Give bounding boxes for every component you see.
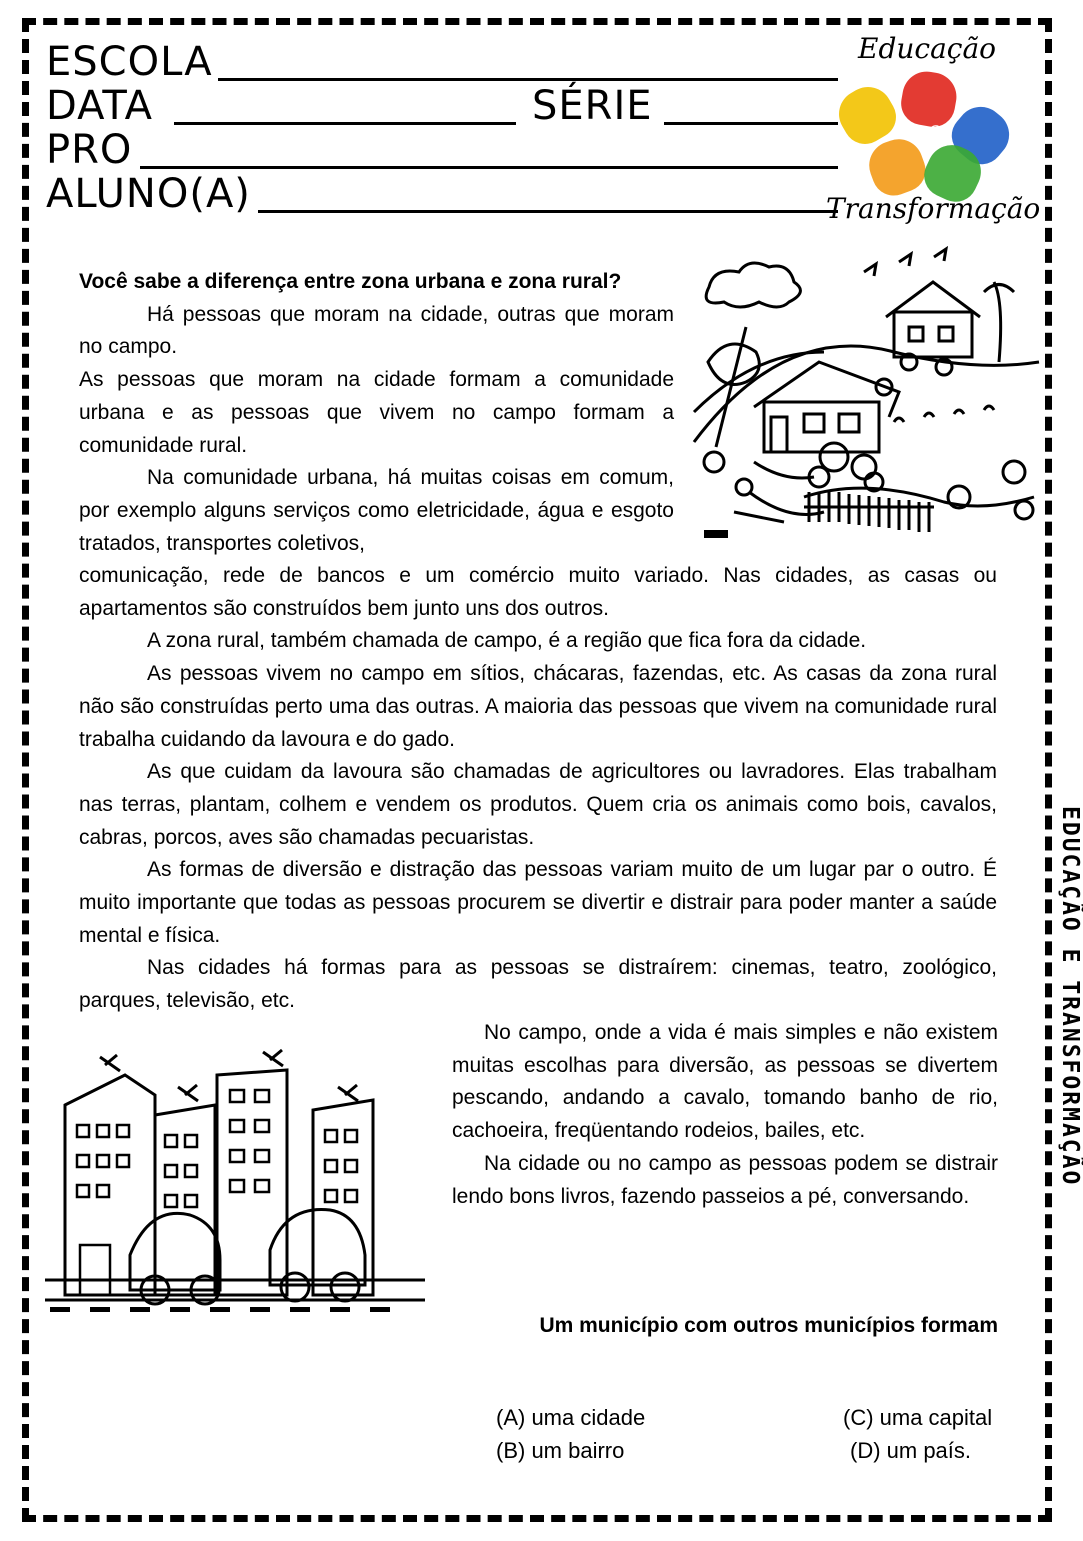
student-row xyxy=(46,172,846,216)
paragraph: No campo, onde a vida é mais simples e não existem muitas escolhas para diversão, as pessoas se divertem pescando, andando a cavalo, tomando banho de rio, cachoeira, freqüentando rodeios, bailes, etc. xyxy=(452,1021,998,1143)
school-row xyxy=(46,40,846,84)
logo-text-middle: e xyxy=(928,118,942,143)
paragraph: As formas de diversão e distração das pessoas variam muito de um lugar par o outro. É muito importante que todas as pessoas procurem se divertir e distrair para poder manter a saúde mental e física. xyxy=(79,858,997,947)
side-brand-text: EDUCAÇÃO E TRANSFORMAÇÃO xyxy=(1057,806,1083,1187)
option-b[interactable]: (B) um bairro xyxy=(496,1438,625,1463)
logo-text-top: Educação xyxy=(858,32,997,65)
logo xyxy=(820,28,1045,228)
date-line[interactable] xyxy=(174,122,516,125)
paragraph: Há pessoas que moram na cidade, outras que moram no campo. xyxy=(79,302,674,359)
countryside-text-block xyxy=(452,1017,998,1213)
paragraph: Na comunidade urbana, há muitas coisas em comum, por exemplo alguns serviços como eletricidade, água e esgoto tratados, transportes coletivos, xyxy=(79,466,674,555)
date-label: DATA xyxy=(46,83,154,129)
paragraph: Na cidade ou no campo as pessoas podem se distrair lendo bons livros, fazendo passeios a pé, conversando. xyxy=(452,1151,998,1208)
school-label: ESCOLA xyxy=(46,39,213,85)
paragraph: Nas cidades há formas para as pessoas se distraírem: cinemas, teatro, zoológico, parques, televisão, etc. xyxy=(79,956,997,1013)
question-text: Um município com outros municípios formam xyxy=(539,1314,998,1337)
date-row xyxy=(46,84,846,128)
city-buildings-illustration xyxy=(45,1055,425,1315)
paragraph: As pessoas vivem no campo em sítios, chácaras, fazendas, etc. As casas da zona rural não são construídas perto uma das outras. A maioria das pessoas que vivem na comunidade rural trabalha cuidando da lavoura e do gado. xyxy=(79,662,997,751)
intro-text-block xyxy=(79,266,674,560)
header-form xyxy=(46,40,846,216)
article-title: Você sabe a diferença entre zona urbana e zona rural? xyxy=(79,270,622,293)
school-line[interactable] xyxy=(218,78,838,81)
grade-label: SÉRIE xyxy=(532,83,653,129)
option-d[interactable]: (D) um país. xyxy=(850,1438,972,1463)
teacher-row xyxy=(46,128,846,172)
rural-landscape-illustration xyxy=(694,242,1039,547)
main-text-block xyxy=(79,560,997,1018)
paragraph: comunicação, rede de bancos e um comércio muito variado. Nas cidades, as casas ou apartamentos são construídos bem junto uns dos outros. xyxy=(79,564,997,620)
paragraph: As pessoas que moram na cidade formam a comunidade urbana e as pessoas que vivem no campo formam a comunidade rural. xyxy=(79,368,674,457)
student-line[interactable] xyxy=(258,210,838,213)
option-a[interactable]: (A) uma cidade xyxy=(496,1405,646,1430)
option-c[interactable]: (C) uma capital xyxy=(843,1405,993,1430)
paragraph: As que cuidam da lavoura são chamadas de agricultores ou lavradores. Elas trabalham nas terras, plantam, colhem e vendem os produtos. Quem cria os animais como bois, cavalos, cabras, porcos, aves são chamadas pecuaristas. xyxy=(79,760,997,849)
paragraph: A zona rural, também chamada de campo, é a região que fica fora da cidade. xyxy=(147,629,867,653)
logo-text-bottom: Transformação xyxy=(826,192,1041,225)
student-label: ALUNO(A) xyxy=(46,171,251,217)
teacher-line[interactable] xyxy=(140,166,838,169)
teacher-label: PRO xyxy=(46,127,133,173)
grade-line[interactable] xyxy=(664,122,838,125)
